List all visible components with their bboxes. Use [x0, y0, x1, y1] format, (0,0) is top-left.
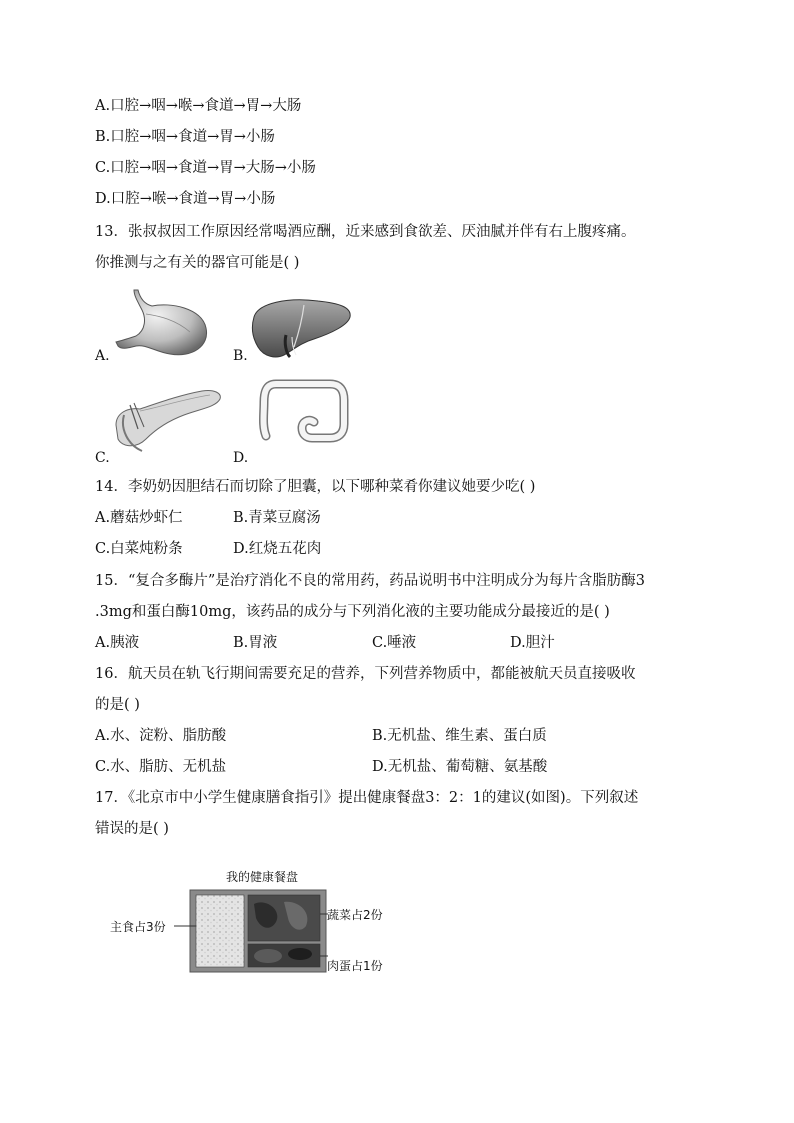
- q13-stem-line2: 你推测与之有关的器官可能是( ): [95, 255, 300, 271]
- q15-stem-line2: .3mg和蛋白酶10mg，该药品的成分与下列消化液的主要功能成分最接近的是( ): [95, 604, 610, 620]
- large-intestine-image: [258, 378, 350, 444]
- q13-option-d-label: D.: [233, 450, 249, 466]
- q15-option-a: A.胰液: [95, 635, 140, 651]
- q16-stem-line2: 的是( ): [95, 697, 140, 713]
- healthy-plate-figure: [170, 888, 330, 974]
- q16-stem-line1: 16．航天员在轨飞行期间需要充足的营养，下列营养物质中，都能被航天员直接吸收: [95, 666, 636, 682]
- q17-stem-line2: 错误的是( ): [95, 821, 169, 837]
- pancreas-image: [110, 385, 225, 460]
- plate-vegetable-label: 蔬菜占2份: [327, 908, 383, 922]
- q13-option-b-label: B.: [233, 348, 248, 364]
- q14-option-c: C.白菜炖粉条: [95, 541, 183, 557]
- q16-option-d: D.无机盐、葡萄糖、氨基酸: [372, 759, 548, 775]
- q12-option-a: A.口腔→咽→喉→食道→胃→大肠: [95, 98, 302, 114]
- q15-stem-line1: 15．“复合多酶片”是治疗消化不良的常用药，药品说明书中注明成分为每片含脂肪酶3: [95, 573, 645, 589]
- q13-option-c-label: C.: [95, 450, 110, 466]
- plate-staple-label: 主食占3份: [110, 920, 166, 934]
- q12-option-c: C.口腔→咽→食道→胃→大肠→小肠: [95, 160, 316, 176]
- q14-option-d: D.红烧五花肉: [233, 541, 322, 557]
- q14-stem: 14．李奶奶因胆结石而切除了胆囊，以下哪种菜肴你建议她要少吃( ): [95, 479, 536, 495]
- q12-option-d: D.口腔→喉→食道→胃→小肠: [95, 191, 276, 207]
- q14-option-a: A.蘑菇炒虾仁: [95, 510, 183, 526]
- q16-option-c: C.水、脂肪、无机盐: [95, 759, 227, 775]
- q16-option-a: A.水、淀粉、脂肪酸: [95, 728, 227, 744]
- q13-stem-line1: 13．张叔叔因工作原因经常喝酒应酬，近来感到食欲差、厌油腻并伴有右上腹疼痛。: [95, 224, 636, 240]
- q17-stem-line1: 17．《北京市中小学生健康膳食指引》提出健康餐盘3：2：1的建议(如图)。下列叙述: [95, 790, 639, 806]
- plate-figure-title: 我的健康餐盘: [226, 870, 299, 884]
- liver-image: [248, 295, 354, 363]
- q13-option-a-label: A.: [95, 348, 110, 364]
- q12-option-b: B.口腔→咽→食道→胃→小肠: [95, 129, 275, 145]
- q15-option-d: D.胆汁: [510, 635, 555, 651]
- q16-option-b: B.无机盐、维生素、蛋白质: [372, 728, 547, 744]
- q15-option-c: C.唾液: [372, 635, 417, 651]
- stomach-image: [110, 288, 220, 360]
- q15-option-b: B.胃液: [233, 635, 278, 651]
- plate-meat-label: 肉蛋占1份: [327, 959, 383, 973]
- q14-option-b: B.青菜豆腐汤: [233, 510, 321, 526]
